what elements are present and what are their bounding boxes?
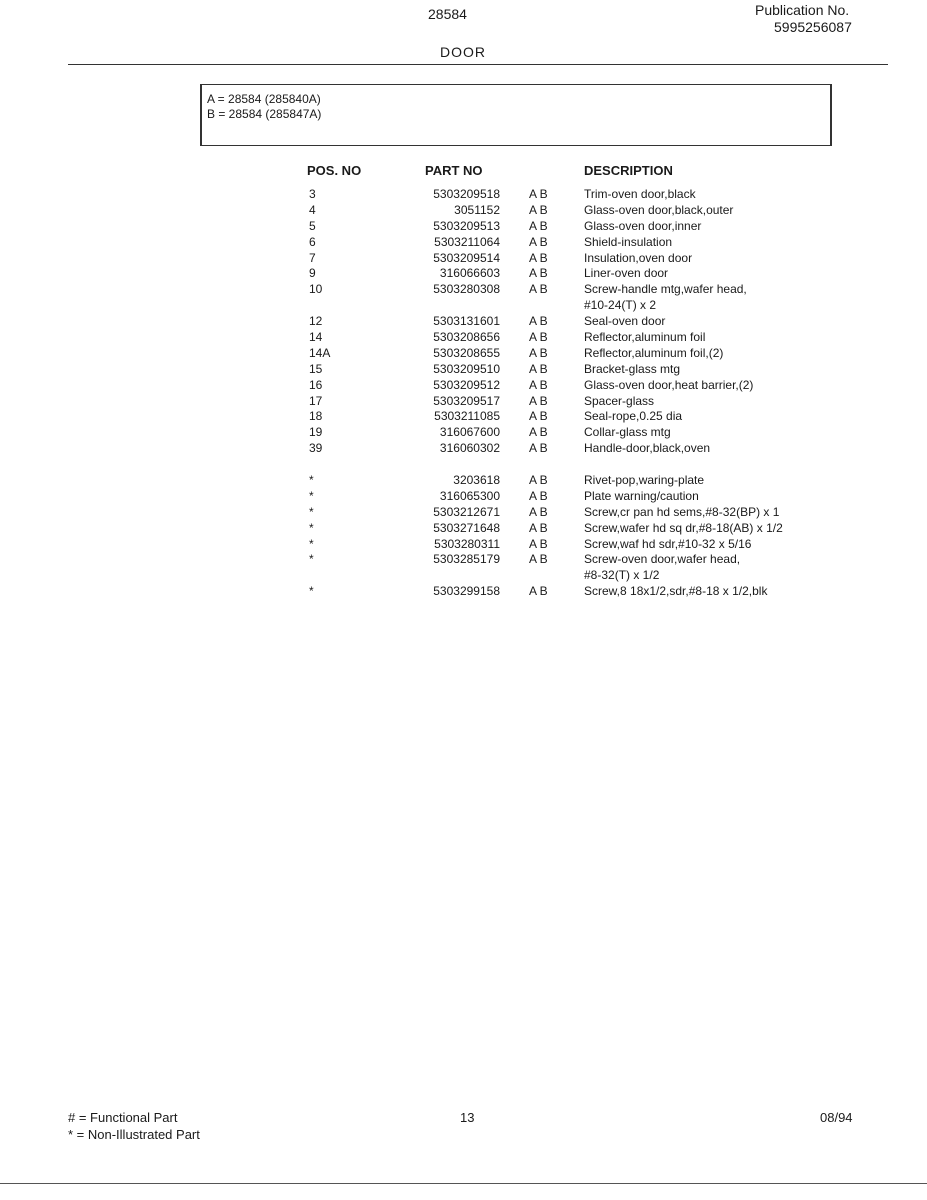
part-number-cell: 5303280308 <box>433 282 500 297</box>
variant-codes-cell: A B <box>529 425 548 440</box>
publication-number: 5995256087 <box>774 19 852 35</box>
variant-codes-cell: A B <box>529 504 548 519</box>
position-cell: 19 <box>309 425 323 440</box>
position-cell: * <box>309 536 314 551</box>
description-cell: Reflector,aluminum foil <box>584 330 706 345</box>
description-cell: Bracket-glass mtg <box>584 361 681 376</box>
part-number-cell: 5303209512 <box>433 377 500 392</box>
part-number-cell: 316060302 <box>439 441 500 456</box>
variant-codes-cell: A B <box>529 314 548 329</box>
position-cell: 5 <box>309 218 316 233</box>
position-cell: 6 <box>309 234 316 249</box>
variant-codes-cell: A B <box>529 330 548 345</box>
description-cell: Shield-insulation <box>584 234 673 249</box>
part-number-cell: 5303209518 <box>433 187 500 201</box>
table-row <box>0 187 927 203</box>
variant-codes-cell: A B <box>529 250 548 265</box>
description-cell: Collar-glass mtg <box>584 425 671 440</box>
description-cell: Screw-handle mtg,wafer head, <box>584 282 747 297</box>
table-row <box>0 346 927 362</box>
part-number-cell: 3051152 <box>454 202 500 217</box>
position-cell: * <box>309 584 314 599</box>
table-row <box>0 298 927 314</box>
table-row <box>0 266 927 282</box>
part-number-cell: 5303208656 <box>433 330 500 345</box>
variant-codes-cell: A B <box>529 202 548 217</box>
variant-codes-cell: A B <box>529 409 548 424</box>
table-row <box>0 552 927 568</box>
table-row <box>0 394 927 410</box>
position-cell: 7 <box>309 250 316 265</box>
table-row <box>0 584 927 600</box>
position-cell: 4 <box>309 202 316 217</box>
position-cell: 9 <box>309 266 316 281</box>
part-number-cell: 5303131601 <box>433 314 500 329</box>
variant-codes-cell: A B <box>529 345 548 360</box>
variant-codes-cell: A B <box>529 473 548 488</box>
page-number: 13 <box>460 1110 475 1125</box>
description-cell: Plate warning/caution <box>584 488 699 503</box>
position-cell: * <box>309 488 314 503</box>
position-cell: * <box>309 473 314 488</box>
part-number-cell: 5303208655 <box>433 345 500 360</box>
variant-legend-box <box>200 84 832 146</box>
legend-non-illustrated-part: * = Non-Illustrated Part <box>68 1127 200 1142</box>
publication-label: Publication No. <box>755 2 850 18</box>
footer-date: 08/94 <box>820 1110 853 1125</box>
table-spacer <box>0 457 927 473</box>
column-header-part: PART NO <box>425 163 483 178</box>
part-number-cell: 5303285179 <box>433 552 500 567</box>
variant-codes-cell: A B <box>529 393 548 408</box>
variant-codes-cell: A B <box>529 584 548 599</box>
legend-functional-part: # = Functional Part <box>68 1110 178 1125</box>
variant-codes-cell: A B <box>529 282 548 297</box>
part-number-cell: 3203618 <box>453 473 500 488</box>
section-title: DOOR <box>440 44 486 60</box>
table-row <box>0 330 927 346</box>
position-cell: * <box>309 520 314 535</box>
description-cell: Seal-rope,0.25 dia <box>584 409 683 424</box>
description-cell: Seal-oven door <box>584 314 666 329</box>
variant-codes-cell: A B <box>529 266 548 281</box>
description-cell: Screw,8 18x1/2,sdr,#8-18 x 1/2,blk <box>584 584 768 599</box>
table-row <box>0 378 927 394</box>
table-row <box>0 521 927 537</box>
variant-codes-cell: A B <box>529 361 548 376</box>
table-row <box>0 203 927 219</box>
variant-codes-cell: A B <box>529 234 548 249</box>
variant-b: B = 28584 (285847A) <box>207 107 322 121</box>
table-row <box>0 235 927 251</box>
position-cell: * <box>309 504 314 519</box>
position-cell: 18 <box>309 409 323 424</box>
position-cell: 14A <box>309 345 331 360</box>
description-cell: Glass-oven door,heat barrier,(2) <box>584 377 754 392</box>
variant-codes-cell: A B <box>529 488 548 503</box>
table-row <box>0 282 927 298</box>
position-cell: 3 <box>309 187 316 201</box>
part-number-cell: 5303211085 <box>434 409 500 424</box>
table-row <box>0 537 927 553</box>
table-row <box>0 425 927 441</box>
variant-codes-cell: A B <box>529 441 548 456</box>
part-number-cell: 5303211064 <box>434 234 500 249</box>
description-cell: Spacer-glass <box>584 393 655 408</box>
position-cell: * <box>309 552 314 567</box>
part-number-cell: 5303280311 <box>434 536 500 551</box>
part-number-cell: 5303209514 <box>433 250 500 265</box>
description-cell: Liner-oven door <box>584 266 669 281</box>
table-row <box>0 409 927 425</box>
description-cell: Screw-oven door,wafer head, <box>584 552 741 567</box>
description-cell: Reflector,aluminum foil,(2) <box>584 345 724 360</box>
position-cell: 17 <box>309 393 323 408</box>
part-number-cell: 5303299158 <box>433 584 500 599</box>
part-number-cell: 5303271648 <box>433 520 500 535</box>
column-header-description: DESCRIPTION <box>584 163 673 178</box>
position-cell: 39 <box>309 441 323 456</box>
part-number-cell: 316065300 <box>439 488 500 503</box>
table-row <box>0 505 927 521</box>
part-number-cell: 5303209517 <box>433 393 500 408</box>
variant-codes-cell: A B <box>529 218 548 233</box>
variant-codes-cell: A B <box>529 377 548 392</box>
description-cell: Trim-oven door,black <box>584 187 696 201</box>
variant-codes-cell: A B <box>529 536 548 551</box>
model-number: 28584 <box>428 6 467 22</box>
table-row <box>0 251 927 267</box>
variant-codes-cell: A B <box>529 552 548 567</box>
part-number-cell: 5303212671 <box>433 504 500 519</box>
position-cell: 16 <box>309 377 323 392</box>
description-cell: Glass-oven door,inner <box>584 218 702 233</box>
variant-a: A = 28584 (285840A) <box>207 92 321 106</box>
table-row <box>0 362 927 378</box>
table-row <box>0 473 927 489</box>
description-cell: Rivet-pop,waring-plate <box>584 473 705 488</box>
header-divider <box>68 64 888 65</box>
part-number-cell: 316066603 <box>439 266 500 281</box>
table-row <box>0 219 927 235</box>
variant-codes-cell: A B <box>529 187 548 201</box>
table-row <box>0 314 927 330</box>
parts-table <box>0 187 927 600</box>
position-cell: 12 <box>309 314 323 329</box>
variant-codes-cell: A B <box>529 520 548 535</box>
part-number-cell: 5303209510 <box>433 361 500 376</box>
part-number-cell: 316067600 <box>439 425 500 440</box>
table-row <box>0 568 927 584</box>
table-row <box>0 489 927 505</box>
description-cell: Screw,wafer hd sq dr,#8-18(AB) x 1/2 <box>584 520 783 535</box>
description-cell: Handle-door,black,oven <box>584 441 711 456</box>
position-cell: 14 <box>309 330 323 345</box>
description-cell: #8-32(T) x 1/2 <box>584 568 660 583</box>
part-number-cell: 5303209513 <box>433 218 500 233</box>
position-cell: 15 <box>309 361 323 376</box>
position-cell: 10 <box>309 282 323 297</box>
description-cell: Screw,waf hd sdr,#10-32 x 5/16 <box>584 536 752 551</box>
description-cell: Insulation,oven door <box>584 250 693 265</box>
description-cell: Screw,cr pan hd sems,#8-32(BP) x 1 <box>584 504 780 519</box>
column-header-pos: POS. NO <box>307 163 362 178</box>
description-cell: #10-24(T) x 2 <box>584 298 657 313</box>
table-row <box>0 441 927 457</box>
footer-divider <box>0 1183 927 1184</box>
description-cell: Glass-oven door,black,outer <box>584 202 734 217</box>
